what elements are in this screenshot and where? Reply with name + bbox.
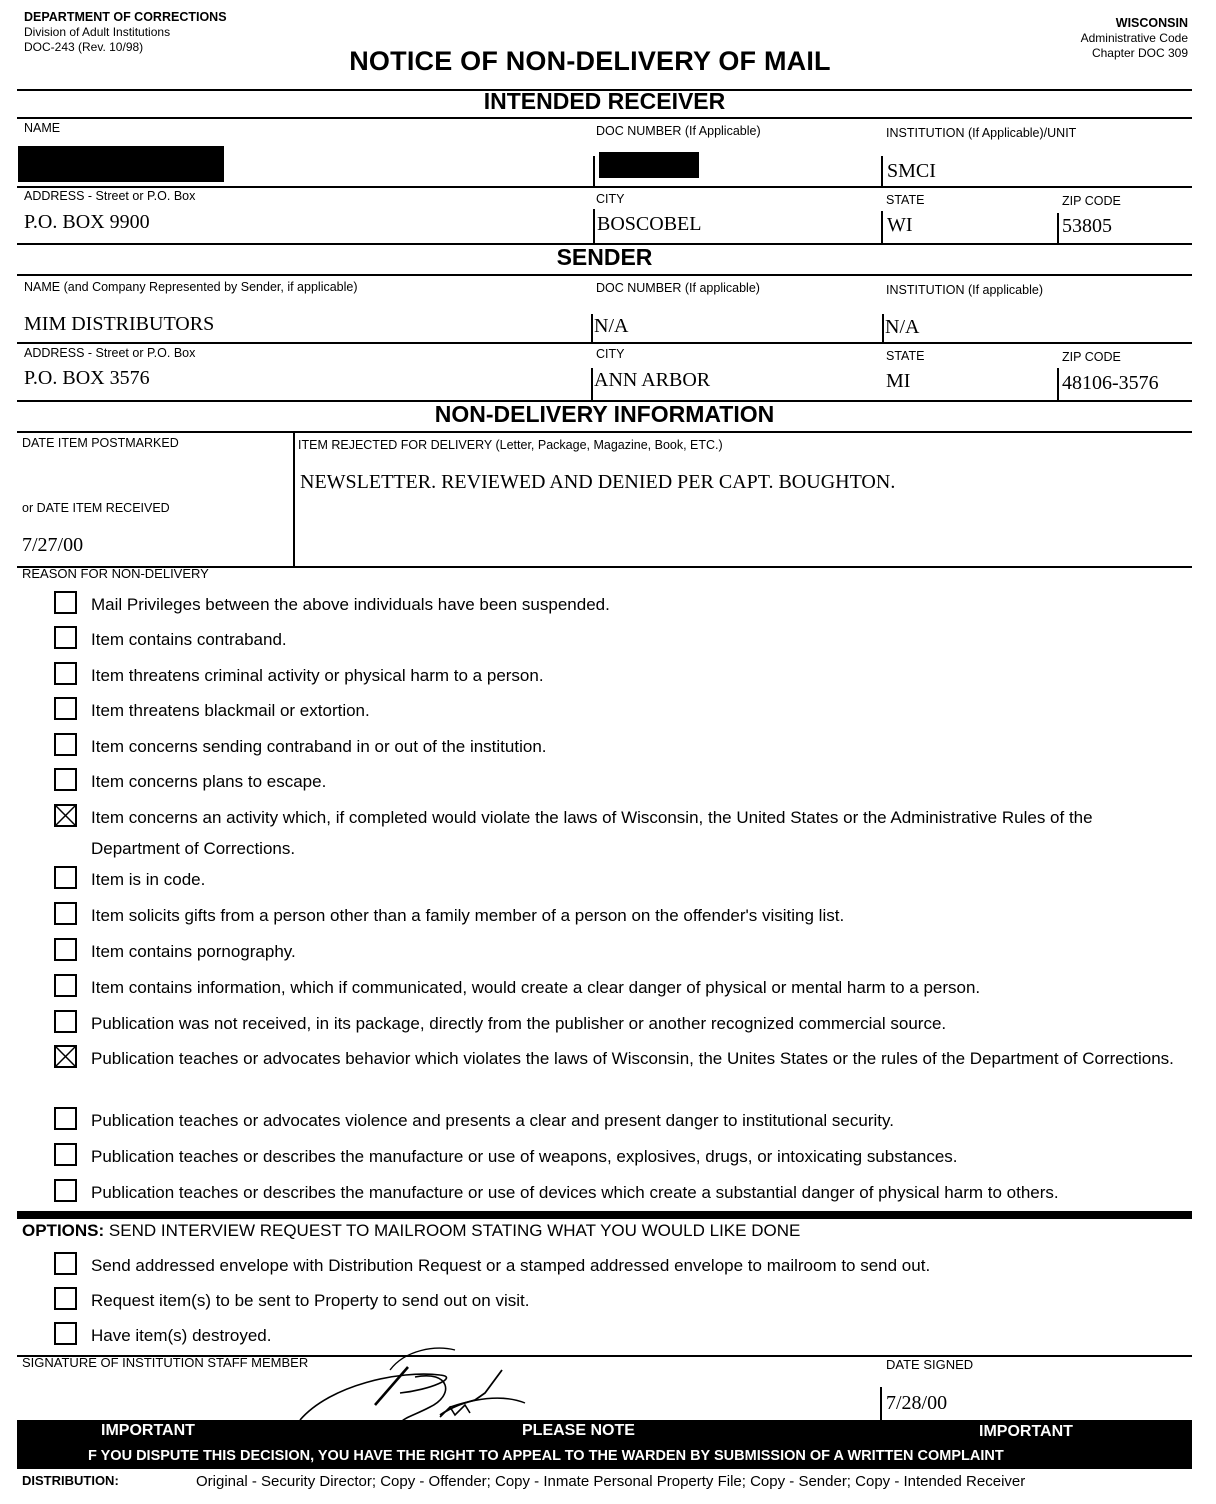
notice-important-left: IMPORTANT: [101, 1422, 195, 1439]
section-title-non-delivery: NON-DELIVERY INFORMATION: [434, 401, 775, 427]
reason-checkbox[interactable]: [54, 1107, 77, 1130]
option-checkbox[interactable]: [54, 1287, 77, 1310]
reason-text: Item threatens criminal activity or physical harm to a person.: [91, 666, 544, 685]
reason-checkbox[interactable]: [54, 902, 77, 925]
reason-text: Item is in code.: [91, 870, 206, 889]
divider: [17, 342, 1192, 344]
reason-checkbox[interactable]: [54, 1010, 77, 1033]
divider: [17, 431, 1192, 433]
sender-name-label: NAME (and Company Represented by Sender, if applicable): [24, 280, 358, 294]
redacted-doc-number: [599, 152, 699, 178]
redacted-receiver-name: [18, 146, 224, 182]
check-x-icon: [56, 806, 75, 825]
receiver-institution-value: SMCI: [887, 160, 936, 182]
options-title: [22, 1221, 800, 1241]
receiver-zip-label: ZIP CODE: [1062, 194, 1121, 208]
received-value: 7/27/00: [22, 534, 84, 556]
receiver-doc-number-label: DOC NUMBER (If Applicable): [596, 124, 761, 138]
code-line-2: Chapter DOC 309: [1091, 46, 1188, 60]
divider: [881, 211, 883, 243]
receiver-address-label: ADDRESS - Street or P.O. Box: [24, 189, 196, 203]
reason-text: Item contains information, which if communicated, would create a clear danger of physical or mental harm to a person.: [91, 978, 981, 997]
divider: [1057, 213, 1059, 243]
reason-text: Item contains pornography.: [91, 942, 296, 961]
item-rejected-label: ITEM REJECTED FOR DELIVERY (Letter, Package, Magazine, Book, ETC.): [298, 438, 723, 452]
receiver-address-value: P.O. BOX 9900: [24, 211, 150, 233]
item-rejected-value: NEWSLETTER. REVIEWED AND DENIED PER CAPT. BOUGHTON.: [300, 471, 896, 493]
reason-checkbox[interactable]: [54, 733, 77, 756]
code-line-1: Administrative Code: [1080, 31, 1188, 45]
reason-text: Item contains contraband.: [91, 630, 287, 649]
sender-city-value: ANN ARBOR: [594, 369, 711, 391]
receiver-name-label: NAME: [24, 121, 61, 135]
heavy-divider: [17, 1211, 1192, 1219]
sender-name-value: MIM DISTRIBUTORS: [24, 313, 215, 335]
sender-doc-number-value: N/A: [594, 315, 629, 337]
reason-text: Item concerns sending contraband in or out of the institution.: [91, 737, 547, 756]
form-number: DOC-243 (Rev. 10/98): [24, 40, 144, 54]
reason-checkbox[interactable]: [54, 1045, 77, 1068]
reason-checkbox[interactable]: [54, 974, 77, 997]
sender-state-label: STATE: [886, 349, 925, 363]
check-x-icon: [56, 1047, 75, 1066]
notice-important-right: IMPORTANT: [979, 1423, 1073, 1440]
page-title: NOTICE OF NON-DELIVERY OF MAIL: [349, 46, 831, 76]
divider: [17, 117, 1192, 119]
notice-please-note: PLEASE NOTE: [522, 1422, 635, 1439]
reason-text: Publication teaches or describes the manufacture or use of devices which create a substantial danger of physical harm to others.: [91, 1183, 1059, 1202]
reason-text: Item concerns plans to escape.: [91, 772, 327, 791]
reason-checkbox[interactable]: [54, 591, 77, 614]
distribution: [22, 1472, 1026, 1490]
options-instruction: SEND INTERVIEW REQUEST TO MAILROOM STATING WHAT YOU WOULD LIKE DONE: [104, 1221, 801, 1240]
sender-doc-number-label: DOC NUMBER (If applicable): [596, 281, 760, 295]
reason-checkbox[interactable]: [54, 804, 77, 827]
reason-text: Mail Privileges between the above individuals have been suspended.: [91, 595, 610, 614]
option-text: Have item(s) destroyed.: [91, 1326, 272, 1345]
divider: [1057, 368, 1059, 400]
divider: [591, 314, 593, 342]
sender-zip-label: ZIP CODE: [1062, 350, 1121, 364]
reason-label: REASON FOR NON-DELIVERY: [22, 566, 209, 581]
reason-text: Publication was not received, in its package, directly from the publisher or another recognized commercial source.: [91, 1014, 947, 1033]
sender-state-value: MI: [886, 370, 911, 392]
option-checkbox[interactable]: [54, 1252, 77, 1275]
date-signed-value: 7/28/00: [886, 1392, 948, 1414]
sender-city-label: CITY: [596, 347, 625, 361]
reason-checkbox[interactable]: [54, 1143, 77, 1166]
options-label: OPTIONS:: [22, 1221, 105, 1240]
reason-checkbox[interactable]: [54, 938, 77, 961]
reason-checkbox[interactable]: [54, 626, 77, 649]
state-name: WISCONSIN: [1115, 16, 1188, 30]
sender-address-label: ADDRESS - Street or P.O. Box: [24, 346, 196, 360]
option-text: Request item(s) to be sent to Property to send out on visit.: [91, 1291, 530, 1310]
reason-text: Item concerns an activity which, if completed would violate the laws of Wisconsin, the United States or the Administrative Rules of the Department of Corrections.: [91, 808, 1093, 858]
reason-checkbox[interactable]: [54, 697, 77, 720]
section-title-intended-receiver: INTENDED RECEIVER: [483, 88, 726, 114]
department-name: DEPARTMENT OF CORRECTIONS: [24, 10, 227, 24]
divider: [17, 274, 1192, 276]
reason-text: Publication teaches or describes the manufacture or use of weapons, explosives, drugs, or intoxicating substances.: [91, 1147, 958, 1166]
option-text: Send addressed envelope with Distribution Request or a stamped addressed envelope to mailroom to send out.: [91, 1256, 931, 1275]
divider: [591, 368, 593, 400]
sender-address-value: P.O. BOX 3576: [24, 367, 150, 389]
sender-zip-value: 48106-3576: [1062, 372, 1159, 394]
signature-mark: [290, 1345, 550, 1425]
reason-checkbox[interactable]: [54, 768, 77, 791]
divider: [593, 156, 595, 186]
date-signed-label: DATE SIGNED: [886, 1357, 974, 1372]
divider: [882, 314, 884, 342]
signature-label: SIGNATURE OF INSTITUTION STAFF MEMBER: [22, 1355, 309, 1370]
sender-institution-value: N/A: [885, 316, 920, 338]
receiver-state-label: STATE: [886, 193, 925, 207]
received-label: or DATE ITEM RECEIVED: [22, 501, 170, 515]
divider: [880, 1387, 882, 1420]
receiver-state-value: WI: [887, 214, 913, 236]
appeal-notice-text: F YOU DISPUTE THIS DECISION, YOU HAVE THE RIGHT TO APPEAL TO THE WARDEN BY SUBMISSION OF A WRITTEN COMPLAINT: [88, 1448, 1004, 1464]
reason-text: Item solicits gifts from a person other than a family member of a person on the offender's visiting list.: [91, 906, 845, 925]
section-title-sender: SENDER: [556, 244, 653, 270]
divider: [293, 432, 295, 566]
appeal-notice-bar: [17, 1420, 1192, 1469]
reason-text: Publication teaches or advocates violence and presents a clear and present danger to institutional security.: [91, 1111, 894, 1130]
divider: [881, 156, 883, 186]
divider: [593, 209, 595, 243]
sender-institution-label: INSTITUTION (If applicable): [886, 283, 1043, 297]
receiver-city-label: CITY: [596, 192, 625, 206]
division-name: Division of Adult Institutions: [24, 25, 171, 39]
reason-text: Publication teaches or advocates behavior which violates the laws of Wisconsin, the Unites States or the rules of the Department of Corrections.: [91, 1049, 1174, 1068]
receiver-zip-value: 53805: [1062, 215, 1112, 237]
receiver-institution-label: INSTITUTION (If Applicable)/UNIT: [886, 126, 1077, 140]
receiver-city-value: BOSCOBEL: [597, 213, 702, 235]
distribution-label: DISTRIBUTION:: [22, 1473, 119, 1488]
reason-checkbox[interactable]: [54, 866, 77, 889]
reason-checkbox[interactable]: [54, 662, 77, 685]
divider: [17, 186, 1192, 188]
option-checkbox[interactable]: [54, 1322, 77, 1345]
postmarked-label: DATE ITEM POSTMARKED: [22, 436, 179, 450]
reason-checkbox[interactable]: [54, 1179, 77, 1202]
distribution-text: Original - Security Director; Copy - Offender; Copy - Inmate Personal Property File; Copy - Sender; Copy - Intended Receiver: [196, 1473, 1026, 1490]
reason-text: Item threatens blackmail or extortion.: [91, 701, 370, 720]
